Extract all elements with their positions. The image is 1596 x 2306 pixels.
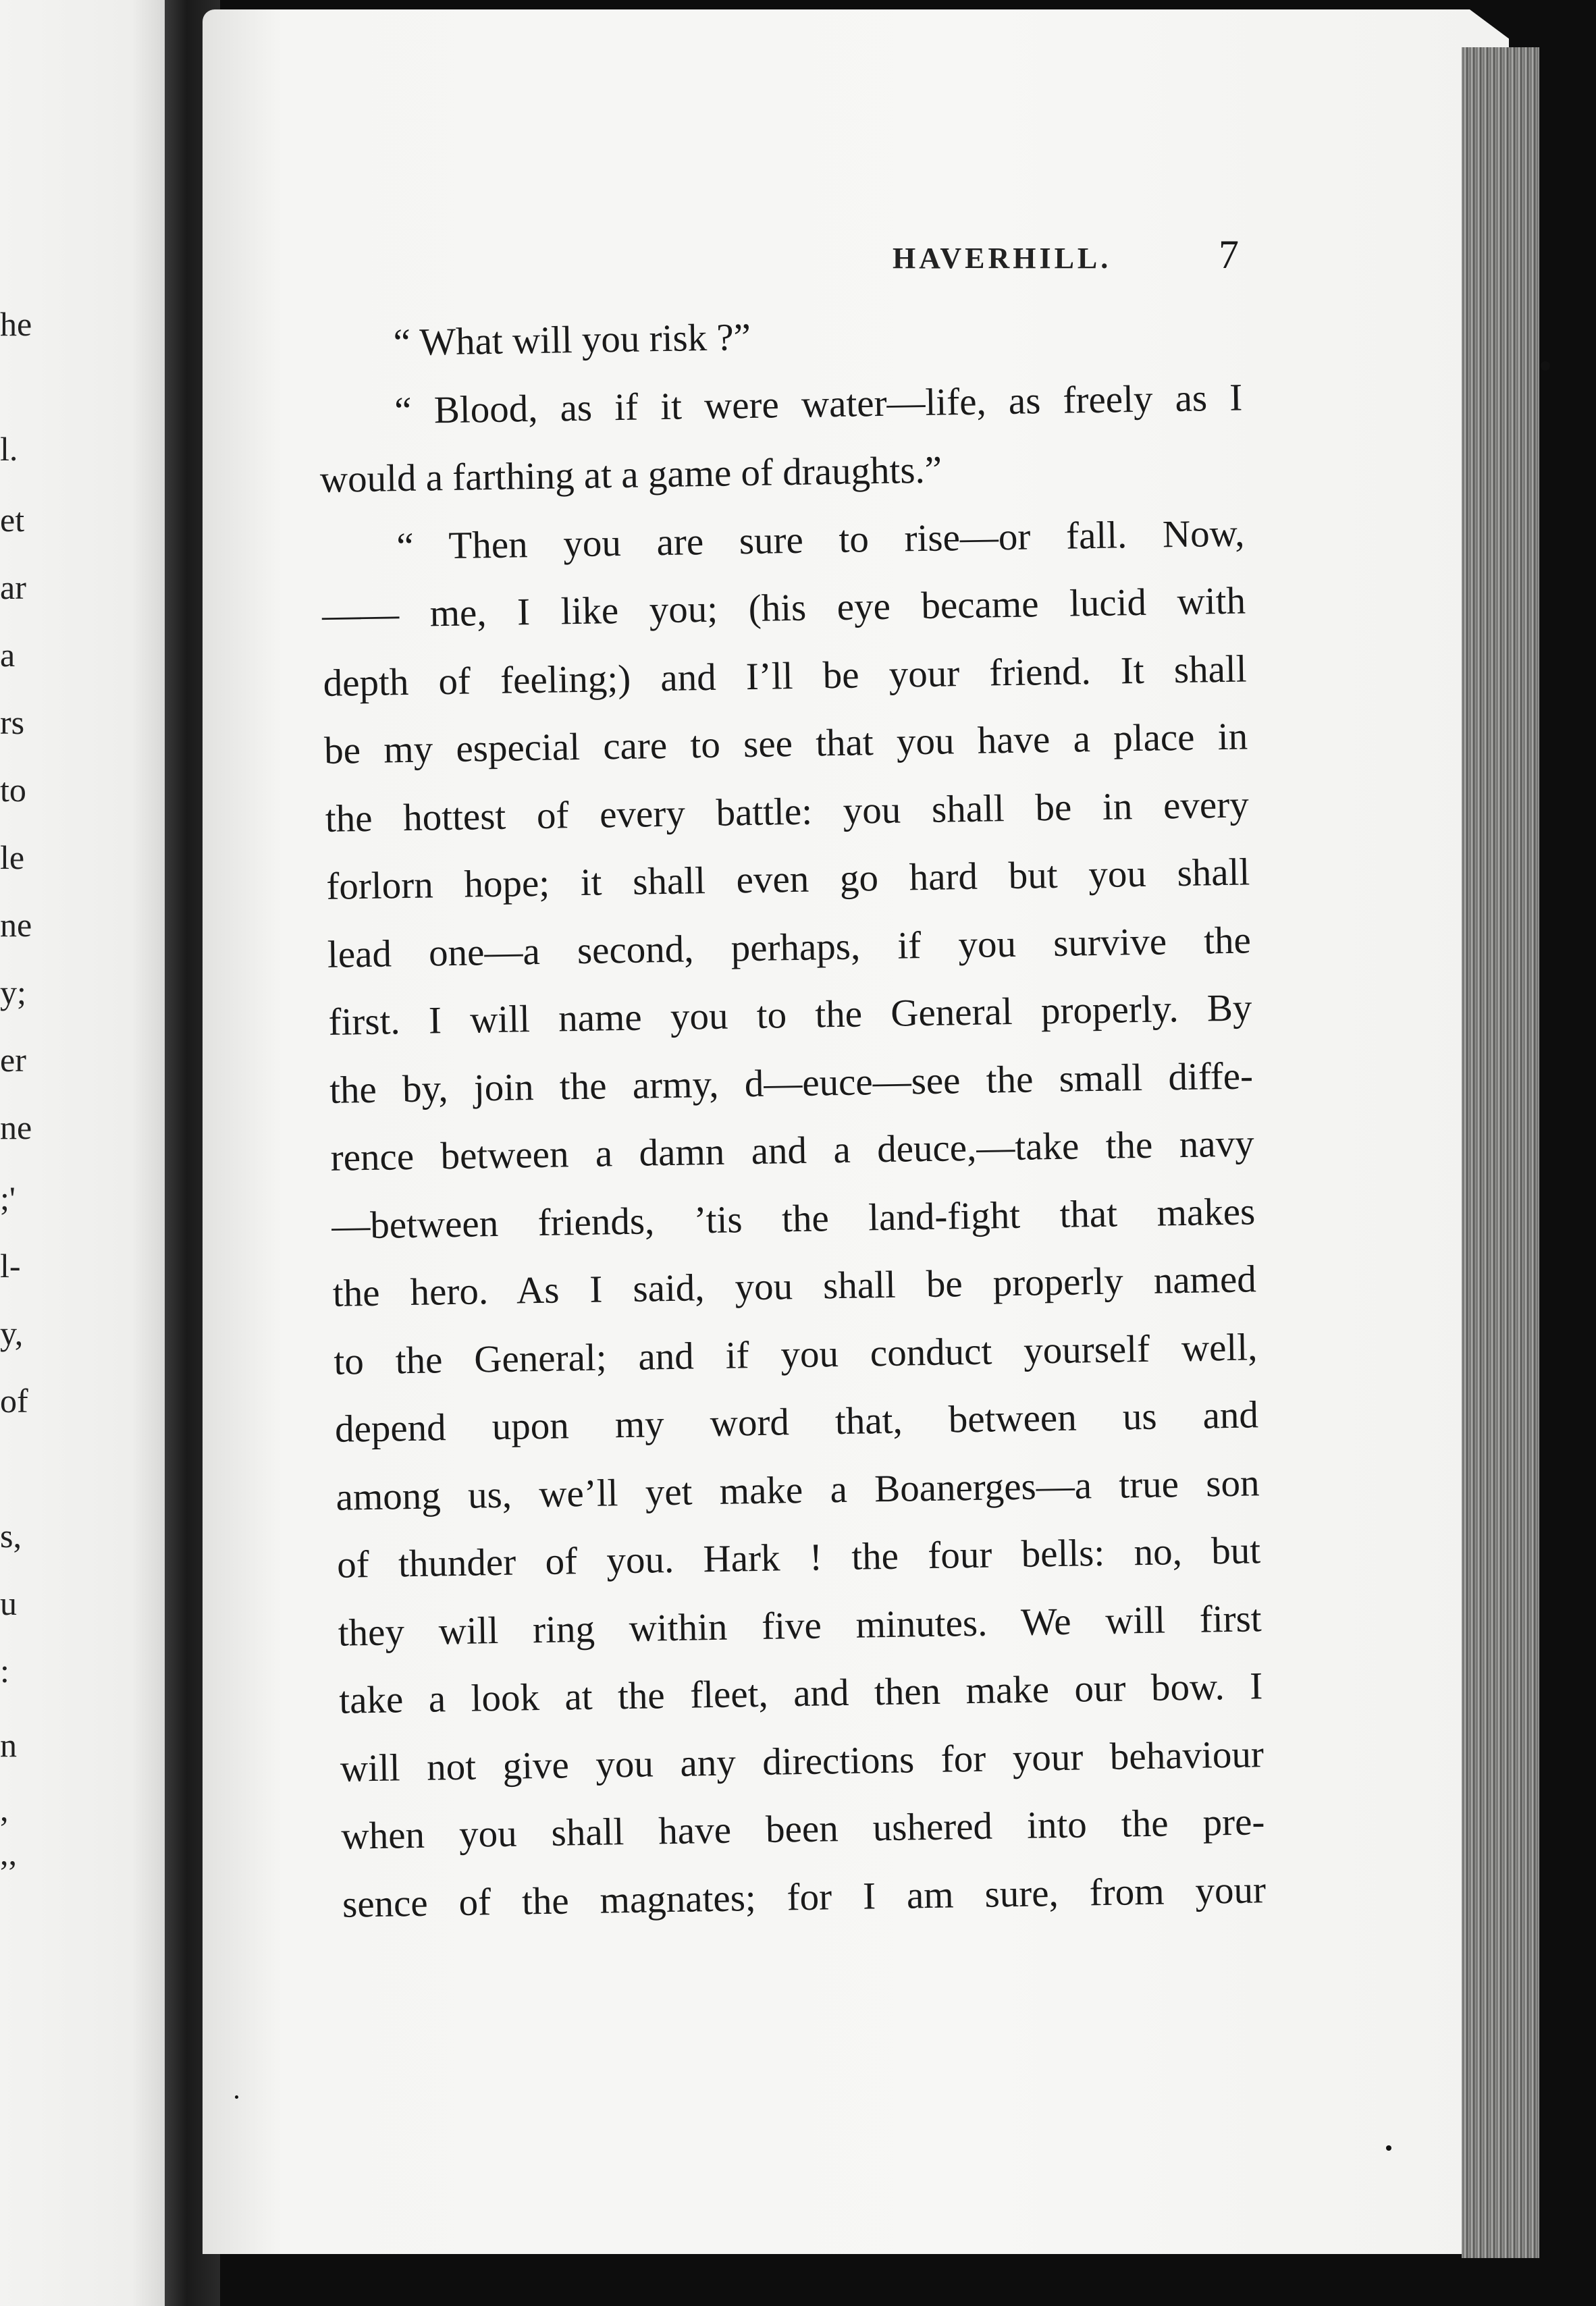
text-line: among us, we’ll yet make a Boanerges—a true son (336, 1461, 1260, 1519)
scan-speck (235, 2095, 238, 2099)
left-page-fragment: he (0, 305, 32, 343)
scan-speck (1386, 2145, 1391, 2151)
text-line: “ What will you risk ?” (393, 315, 751, 365)
text-line: depth of feeling;) and I’ll be your friend. It shall (323, 647, 1247, 705)
left-page-fragment: : (0, 1652, 9, 1690)
text-line: —between friends, ’tis the land-fight that makes (331, 1189, 1256, 1248)
left-page-fragment: ;' (0, 1179, 16, 1217)
text-line: of thunder of you. Hark ! the four bells: no, but (336, 1529, 1261, 1586)
left-page-fragment: et (0, 501, 25, 539)
left-page-fragment: ,, (0, 1834, 17, 1872)
text-line: lead one—a second, perhaps, if you survive the (327, 918, 1252, 976)
text-line: first. I will name you to the General properly. By (328, 986, 1252, 1044)
page-edges (1462, 47, 1543, 2258)
edge-shadow (1539, 41, 1596, 2306)
left-facing-page (0, 0, 165, 2306)
text-line: rence between a damn and a deuce,—take the navy (330, 1122, 1255, 1179)
left-page-fragment: y; (0, 973, 26, 1011)
left-page-fragment: er (0, 1041, 26, 1079)
text-line: when you shall have been ushered into the pre- (341, 1800, 1265, 1858)
page-header (203, 232, 1509, 287)
left-page-fragment: ar (0, 568, 26, 606)
left-page-fragment: ne (0, 1108, 32, 1146)
left-page-fragment: y, (0, 1314, 24, 1352)
text-line: to the General; and if you conduct yourself well, (333, 1325, 1258, 1383)
text-line: the hero. As I said, you shall be properly named (332, 1258, 1257, 1315)
page-number: 7 (1219, 232, 1239, 277)
left-page-fragment: to (0, 771, 26, 809)
text-line: sence of the magnates; for I am sure, from your (342, 1868, 1267, 1926)
left-page-fragment: s, (0, 1517, 22, 1555)
text-line: will not give you any directions for your behaviour (340, 1732, 1265, 1790)
text-line: “ Then you are sure to rise—or fall. Now, (396, 511, 1245, 568)
text-line: “ Blood, as if it were water—life, as freely as I (394, 375, 1243, 432)
text-line: they will ring within five minutes. We will first (338, 1597, 1262, 1655)
left-page-fragment: n (0, 1726, 17, 1764)
left-page-fragment: l- (0, 1247, 21, 1285)
text-line: depend upon my word that, between us and (334, 1393, 1259, 1451)
text-line: take a look at the fleet, and then make our bow. I (338, 1665, 1263, 1722)
running-head: HAVERHILL. (893, 242, 1112, 275)
text-line: —— me, I like you; (his eye became lucid with (321, 579, 1246, 637)
left-page-fragment: u (0, 1584, 17, 1622)
text-line: would a farthing at a game of draughts.” (319, 448, 942, 501)
scan-speck (1541, 361, 1550, 371)
left-page-fragment: of (0, 1382, 28, 1420)
left-page-fragment: rs (0, 703, 25, 741)
body-text (317, 296, 1267, 1939)
left-page-fragment: , (0, 1790, 9, 1828)
text-line: the by, join the army, d—euce—see the small diffe- (329, 1054, 1254, 1112)
left-page-fragment: a (0, 636, 16, 674)
left-page-fragment: ne (0, 906, 32, 944)
text-line: the hottest of every battle: you shall be in every (325, 782, 1250, 840)
left-page-fragment: le (0, 838, 25, 876)
left-page-fragment: l. (0, 430, 18, 468)
text-line: forlorn hope; it shall even go hard but you shall (325, 851, 1250, 908)
text-line: be my especial care to see that you have a place in (323, 715, 1248, 772)
